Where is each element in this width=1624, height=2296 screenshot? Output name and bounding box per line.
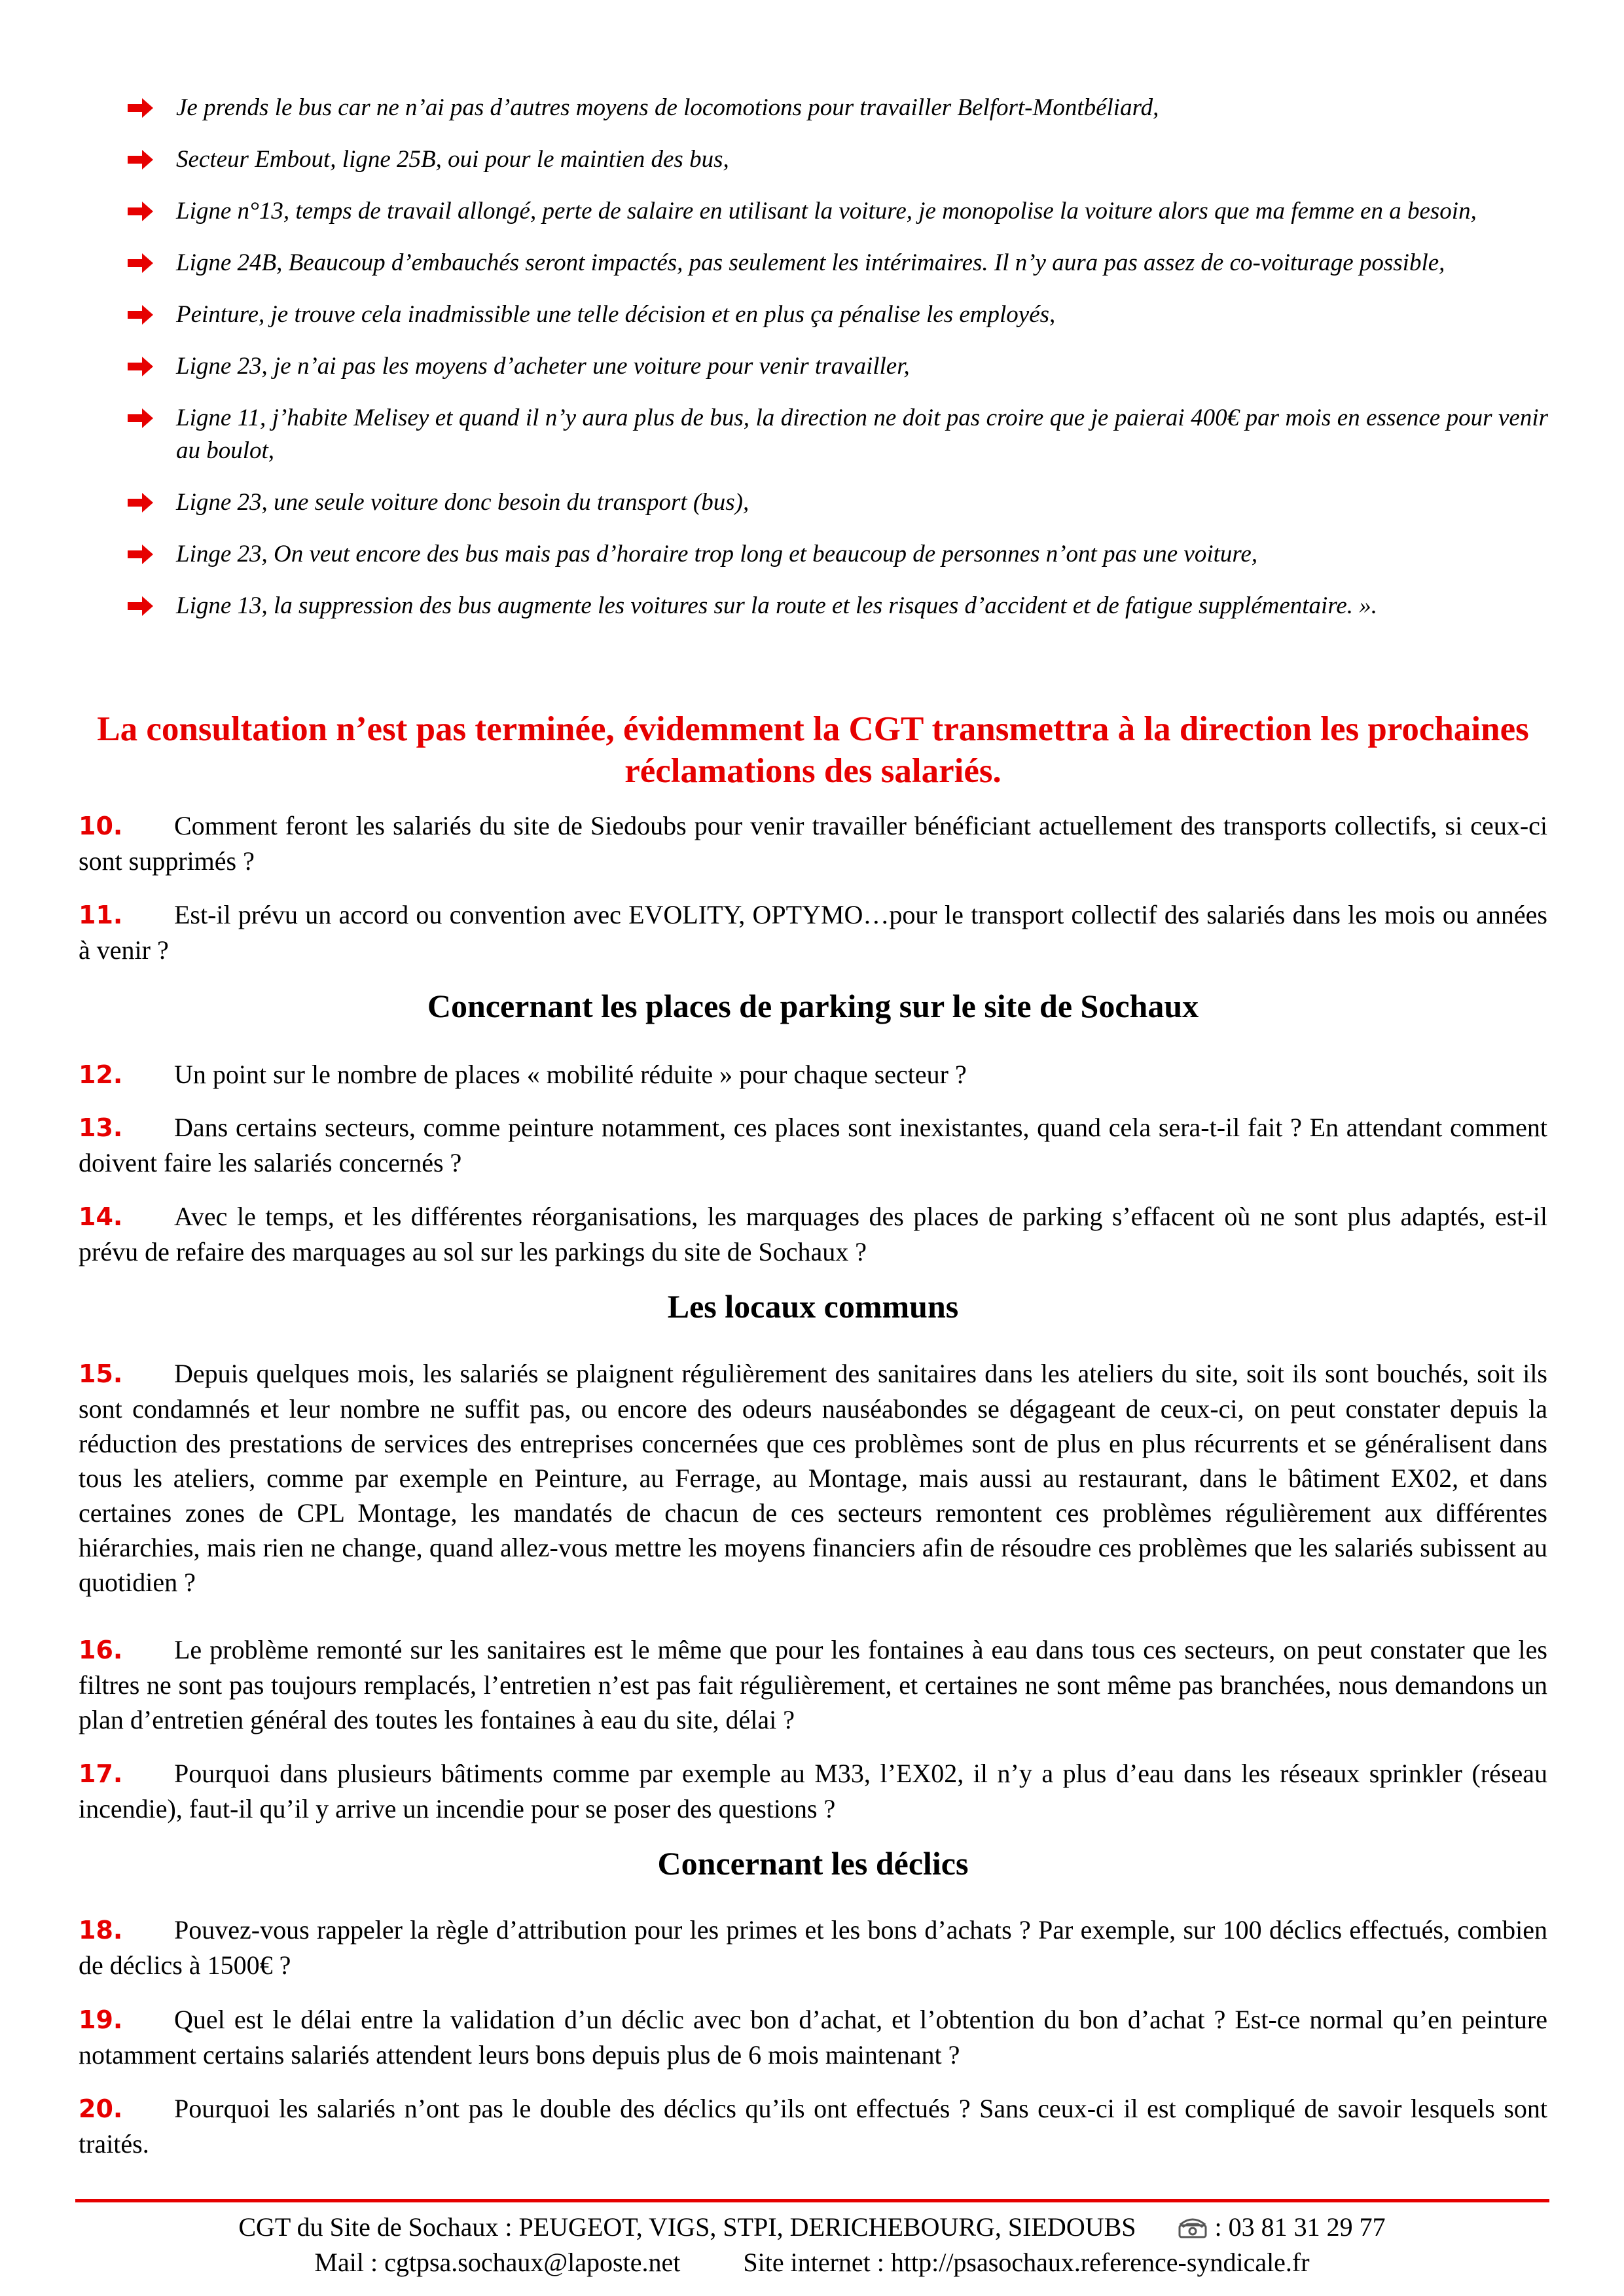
question-15 [79,1356,1547,1600]
list-item-text: Secteur Embout, ligne 25B, oui pour le maintien des bus, [176,146,729,173]
list-item [128,298,1548,331]
list-item-text: Linge 23, On veut encore des bus mais pas d’horaire trop long et beaucoup de personnes n’ont pas une voiture, [176,541,1258,567]
list-item-text: Je prends le bus car ne n’ai pas d’autres moyens de locomotions pour travailler Belfort-Montbéliard, [176,94,1159,121]
right-arrow-icon [128,355,154,378]
question-text: Pourquoi dans plusieurs bâtiments comme par exemple au M33, l’EX02, il n’y a plus d’eau dans les réseaux sprinkler (réseau incendie), faut-il qu’il y arrive un incendie pour se poser des questions ? [79,1759,1547,1823]
list-item [128,195,1548,228]
consultation-banner: La consultation n’est pas terminée, évidemment la CGT transmettra à la direction les prochaines réclamations des salariés. [97,710,1529,790]
question-16 [79,1632,1547,1737]
list-item [128,247,1548,279]
question-text: Avec le temps, et les différentes réorganisations, les marquages des places de parking s’effacent où ne sont plus adaptés, est-il prévu de refaire des marquages au sol sur les parkings du site de Sochaux ? [79,1202,1547,1266]
telephone-icon [1178,2214,1207,2246]
question-text: Dans certains secteurs, comme peinture notamment, ces places sont inexistantes, quand cela sera-t-il fait ? En attendant comment doivent faire les salariés concernés ? [79,1113,1547,1177]
question-18 [79,1912,1547,1982]
question-20 [79,2091,1547,2161]
list-item [128,590,1548,622]
question-number: 11. [79,901,123,929]
right-arrow-icon [128,97,154,119]
question-number: 17. [79,1759,123,1788]
right-arrow-icon [128,304,154,326]
list-item [128,92,1548,124]
list-item-text: Ligne 11, j’habite Melisey et quand il n’y aura plus de bus, la direction ne doit pas croire que je paierai 400€ par mois en essence pour venir au boulot, [176,404,1548,464]
question-number: 13. [79,1113,123,1142]
list-item [128,350,1548,383]
footer-org: CGT du Site de Sochaux : PEUGEOT, VIGS, STPI, DERICHEBOURG, SIEDOUBS [238,2212,1136,2242]
question-number: 18. [79,1916,123,1945]
question-number: 15. [79,1359,123,1388]
question-10 [79,808,1547,878]
list-item [128,538,1548,571]
right-arrow-icon [128,492,154,514]
question-number: 19. [79,2005,123,2034]
question-text: Est-il prévu un accord ou convention avec EVOLITY, OPTYMO…pour le transport collectif des salariés dans les mois ou années à venir ? [79,900,1547,965]
list-item-text: Peinture, je trouve cela inadmissible une telle décision et en plus ça pénalise les employés, [176,301,1056,328]
question-number: 14. [79,1202,123,1231]
question-text: Le problème remonté sur les sanitaires est le même que pour les fontaines à eau dans tous ces secteurs, on peut constater que les filtres ne sont pas toujours remplacés, l’entretien n’est pas fait régulièrement, et certaines ne sont même pas branchées, nous demandons un plan d’entretien général des toutes les fontaines à eau du site, délai ? [79,1635,1547,1734]
question-text: Pouvez-vous rappeler la règle d’attribution pour les primes et les bons d’achats ? Par exemple, sur 100 déclics effectués, combien de déclics à 1500€ ? [79,1915,1547,1980]
question-12 [79,1057,1547,1092]
footer-divider [75,2199,1549,2202]
question-17 [79,1756,1547,1826]
section-title-locaux: Les locaux communs [667,1288,959,1325]
list-item [128,486,1548,519]
footer-mail: Mail : cgtpsa.sochaux@laposte.net [314,2248,681,2277]
list-item [128,402,1548,467]
footer-phone: : 03 81 31 29 77 [1214,2212,1386,2242]
footer-website: Site internet : http://psasochaux.reference-syndicale.fr [743,2248,1310,2277]
question-19 [79,2002,1547,2072]
list-item [128,143,1548,176]
footer-contact-line [0,2246,1624,2279]
right-arrow-icon [128,252,154,274]
right-arrow-icon [128,595,154,617]
question-text: Quel est le délai entre la validation d’un déclic avec bon d’achat, et l’obtention du bon d’achat ? Est-ce normal qu’en peinture notamment certains salariés attendent leurs bons depuis plus de 6 mois maintenant ? [79,2005,1547,2070]
question-number: 10. [79,812,123,840]
question-11 [79,897,1547,967]
list-item-text: Ligne 13, la suppression des bus augmente les voitures sur la route et les risques d’accident et de fatigue supplémentaire. ». [176,592,1378,619]
footer-org-line [0,2211,1624,2246]
list-item-text: Ligne n°13, temps de travail allongé, perte de salaire en utilisant la voiture, je monopolise la voiture alors que ma femme en a besoin, [176,198,1477,224]
right-arrow-icon [128,407,154,429]
list-item-text: Ligne 23, une seule voiture donc besoin du transport (bus), [176,489,749,516]
question-number: 16. [79,1636,123,1664]
right-arrow-icon [128,149,154,171]
question-text: Comment feront les salariés du site de Siedoubs pour venir travailler bénéficiant actuellement des transports collectifs, si ceux-ci sont supprimés ? [79,811,1547,876]
question-number: 12. [79,1060,123,1089]
list-item-text: Ligne 24B, Beaucoup d’embauchés seront impactés, pas seulement les intérimaires. Il n’y aura pas assez de co-voiturage possible, [176,249,1445,276]
question-text: Pourquoi les salariés n’ont pas le double des déclics qu’ils ont effectués ? Sans ceux-ci il est compliqué de savoir lesquels sont traités. [79,2094,1547,2159]
question-text: Depuis quelques mois, les salariés se plaignent régulièrement des sanitaires dans les ateliers du site, soit ils sont bouchés, soit ils sont condamnés et leur nombre ne suffit pas, ou encore des odeurs nauséabondes se dégageant de ceux-ci, on peut constater depuis la réduction des prestations de services des entreprises concernées que ces problèmes sont de plus en plus récurrents et se généralisent dans tous les ateliers, comme par exemple en Peinture, au Ferrage, au Montage, mais aussi au restaurant, dans le bâtiment EX02, et dans certaines zones de CPL Montage, les mandatés de chacun de ces secteurs remontent ces problèmes régulièrement aux différentes hiérarchies, mais rien ne change, quand allez-vous mettre les moyens financiers afin de résoudre ces problèmes que les salariés subissent au quotidien ? [79,1359,1547,1597]
question-text: Un point sur le nombre de places « mobilité réduite » pour chaque secteur ? [174,1060,967,1089]
testimonial-list [128,92,1548,641]
right-arrow-icon [128,200,154,223]
section-title-declics: Concernant les déclics [657,1845,969,1882]
question-14 [79,1199,1547,1269]
question-number: 20. [79,2094,123,2123]
list-item-text: Ligne 23, je n’ai pas les moyens d’acheter une voiture pour venir travailler, [176,353,910,380]
question-13 [79,1110,1547,1180]
section-title-parking: Concernant les places de parking sur le site de Sochaux [427,988,1199,1024]
right-arrow-icon [128,543,154,565]
